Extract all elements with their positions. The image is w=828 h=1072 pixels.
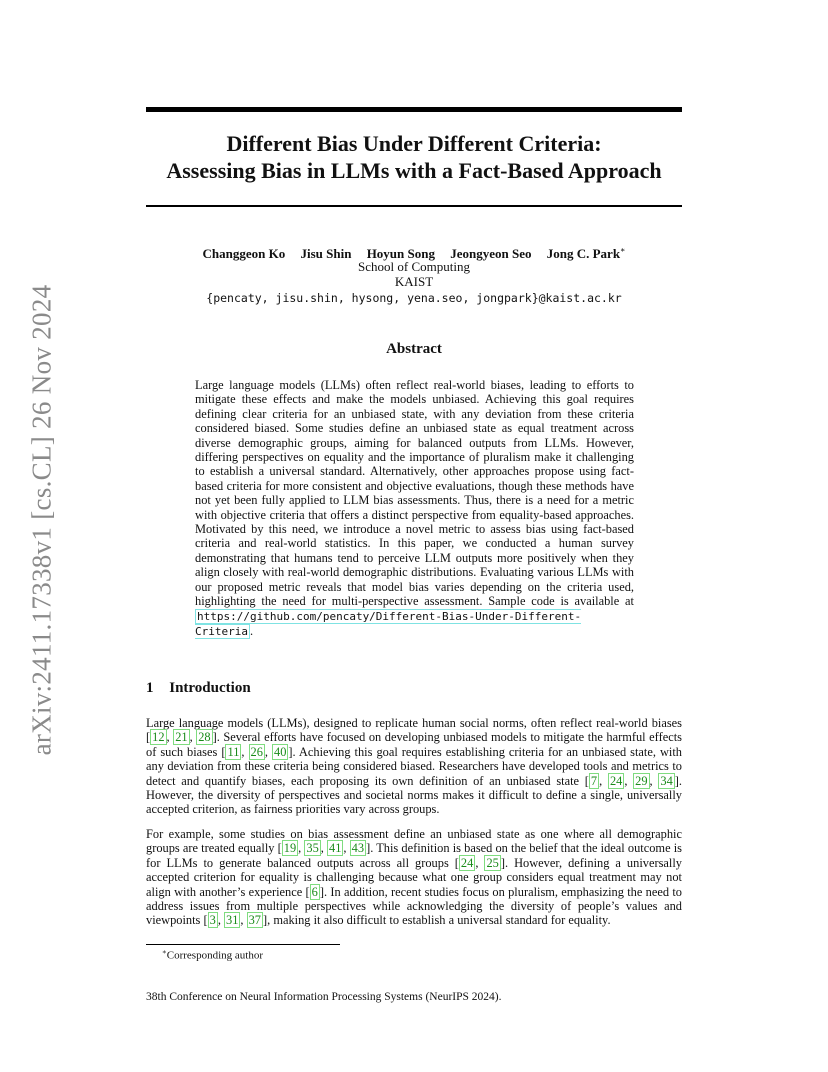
abstract-heading: Abstract	[386, 341, 442, 357]
paragraph-text: ,	[624, 773, 634, 788]
intro-paragraph-1	[146, 716, 682, 817]
title-line-1: Different Bias Under Different Criteria:	[226, 131, 602, 156]
paragraph-text: ,	[475, 855, 485, 870]
paragraph-text: ], making it also difficult to establish a universal standard for equality.	[263, 913, 611, 928]
citation-link[interactable]: 25	[486, 855, 499, 870]
footnote-text: Corresponding author	[166, 949, 263, 962]
citation-link[interactable]: 35	[306, 841, 319, 856]
citation-link[interactable]: 37	[248, 913, 261, 928]
paragraph-text: ]. Several efforts have focused on developing unbiased models to mitigate the harmful effects of such biases [	[146, 730, 682, 759]
citation-link[interactable]: 21	[175, 730, 188, 745]
citation-link[interactable]: 24	[609, 773, 623, 788]
paragraph-text: ,	[189, 730, 197, 745]
venue-footer: 38th Conference on Neural Information Processing Systems (NeurIPS 2024).	[146, 991, 502, 1003]
affiliation-dept: School of Computing	[358, 259, 470, 274]
citation-link[interactable]: 43	[351, 841, 365, 856]
paragraph-text: ,	[166, 730, 174, 745]
citation-link[interactable]: 41	[329, 841, 342, 856]
citation-link[interactable]: 40	[274, 744, 287, 759]
citation-link[interactable]: 19	[283, 841, 297, 856]
title-bottom-rule	[146, 205, 682, 207]
footnote	[162, 948, 263, 962]
citation-link[interactable]: 3	[209, 913, 216, 928]
author-name: Hoyun Song	[366, 246, 435, 262]
paragraph-text: ]. This definition is based on the belief that the ideal outcome is for LLMs to generate balanced outputs across all groups [	[146, 841, 682, 870]
code-link[interactable]: https://github.com/pencaty/Different-Bias-Under-Different-Criteria	[195, 609, 582, 638]
title-line-2: Assessing Bias in LLMs with a Fact-Based Approach	[166, 158, 662, 183]
paragraph-text: ,	[241, 744, 249, 759]
paragraph-text: ,	[649, 773, 659, 788]
affiliation-institution: KAIST	[394, 274, 434, 289]
arxiv-identifier-stamp: arXiv:2411.17338v1 [cs.CL] 26 Nov 2024	[26, 284, 57, 756]
paragraph-text: ,	[599, 773, 608, 788]
paragraph-text: ]. However, the diversity of perspectives and societal norms makes it difficult to define a single, universally accepted criterion, as fairness priorities vary across groups.	[146, 773, 682, 817]
paragraph-text: ]. However, defining a universally accepted criterion for equality is challenging because what one group considers equal treatment may not align with another’s experience [	[146, 855, 682, 899]
footnote-rule	[146, 944, 340, 945]
citation-link[interactable]: 11	[227, 744, 240, 759]
citation-link[interactable]: 29	[635, 773, 648, 788]
citation-link[interactable]: 12	[152, 730, 165, 745]
paragraph-text: ]. In addition, recent studies focus on pluralism, emphasizing the need to address issues from multiple perspectives while acknowledging the diversity of people’s values and viewpoints [	[146, 884, 682, 928]
paragraph-text: ]. Achieving this goal requires establishing criteria for an unbiased state, with any deviation from these criteria being considered biased. Researchers have developed tools and metrics to detect and quantify biases, each proposing its own definition of an unbiased state [	[146, 744, 682, 788]
citation-link[interactable]: 6	[311, 884, 318, 899]
citation-link[interactable]: 26	[250, 744, 263, 759]
paragraph-text: Large language models (LLMs), designed to replicate human social norms, often reflect real-world biases [	[146, 716, 682, 745]
author-name: Jisu Shin	[300, 246, 352, 262]
author-name-corresponding: Jong C. Park∗	[546, 246, 626, 262]
author-emails: {pencaty, jisu.shin, hysong, yena.seo, jongpark}@kaist.ac.kr	[206, 291, 622, 305]
paragraph-text: ,	[240, 913, 247, 928]
title-top-rule	[146, 107, 682, 112]
intro-paragraph-2	[146, 827, 682, 928]
paragraph-text: For example, some studies on bias assessment define an unbiased state as one where all demographic groups are treated equally [	[146, 827, 682, 856]
abstract-text: Large language models (LLMs) often reflect real-world biases, leading to efforts to mitigate these effects and make the models unbiased. Achieving this goal requires defining clear criteria for an unbiased state, with any deviation from these criteria considered biased. Some studies define an unbiased state as equal treatment across diverse demographic groups, aiming for balanced outputs from LLMs. However, differing perspectives on equality and the importance of pluralism make it challenging to establish a universal standard. Alternatively, other approaches propose using fact-based criteria for more consistent and objective evaluations, though these methods have not yet been fully applied to LLM bias assessments. Thus, there is a need for a metric with objective criteria that offers a distinct perspective from equality-based approaches. Motivated by this need, we introduce a novel metric to assess bias using fact-based criteria and real-world statistics. In this paper, we conducted a human survey demonstrating that humans tend to perceive LLM outputs more positively when they align closely with real-world demographic distributions. Evaluating various LLMs with our proposed metric reveals that model bias varies depending on the criteria used, highlighting the need for multi-perspective assessment. Sample code is available at	[195, 378, 634, 609]
footnote-mark: ∗	[620, 246, 626, 255]
paragraph-text: ,	[320, 841, 328, 856]
section-title: Introduction	[169, 680, 251, 696]
citation-link[interactable]: 24	[460, 855, 474, 870]
author-name: Changgeon Ko	[202, 246, 286, 262]
paper-title	[146, 130, 682, 184]
paragraph-text: ,	[217, 913, 225, 928]
paragraph-text: ,	[264, 744, 272, 759]
abstract-body: Large language models (LLMs) often reflect real-world biases, leading to efforts to mitigate these effects and make the models unbiased. Achieving this goal requires defining clear criteria for an unbiased state, with any deviation from these criteria considered biased. Some studies define an unbiased state as equal treatment across diverse demographic groups, aiming for balanced outputs from LLMs. However, differing perspectives on equality and the importance of pluralism make it challenging to establish a universal standard. Alternatively, other approaches propose using fact-based criteria for more consistent and objective evaluations, though these methods have not yet been fully applied to LLM bias assessments. Thus, there is a need for a metric with objective criteria that offers a distinct perspective from equality-based approaches. Motivated by this need, we introduce a novel metric to assess bias using fact-based criteria and real-world statistics. In this paper, we conducted a human survey demonstrating that humans tend to perceive LLM outputs more positively when they align closely with real-world demographic distributions. Evaluating various LLMs with our proposed metric reveals that model bias varies depending on the criteria used, highlighting the need for multi-perspective assessment. Sample code is available at https://github.com/pencaty/Different-Bias-Under-Different-Criteria .	[195, 378, 634, 638]
citation-link[interactable]: 34	[660, 773, 673, 788]
citation-link[interactable]: 7	[590, 773, 598, 788]
citation-link[interactable]: 28	[198, 730, 211, 745]
section-number: 1	[146, 680, 154, 696]
section-heading-introduction	[146, 680, 251, 697]
paragraph-text: ,	[343, 841, 350, 856]
paragraph-text: ,	[298, 841, 305, 856]
citation-link[interactable]: 31	[226, 913, 239, 928]
footnote-mark: ∗	[162, 948, 167, 956]
author-name: Jeongyeon Seo	[450, 246, 532, 262]
